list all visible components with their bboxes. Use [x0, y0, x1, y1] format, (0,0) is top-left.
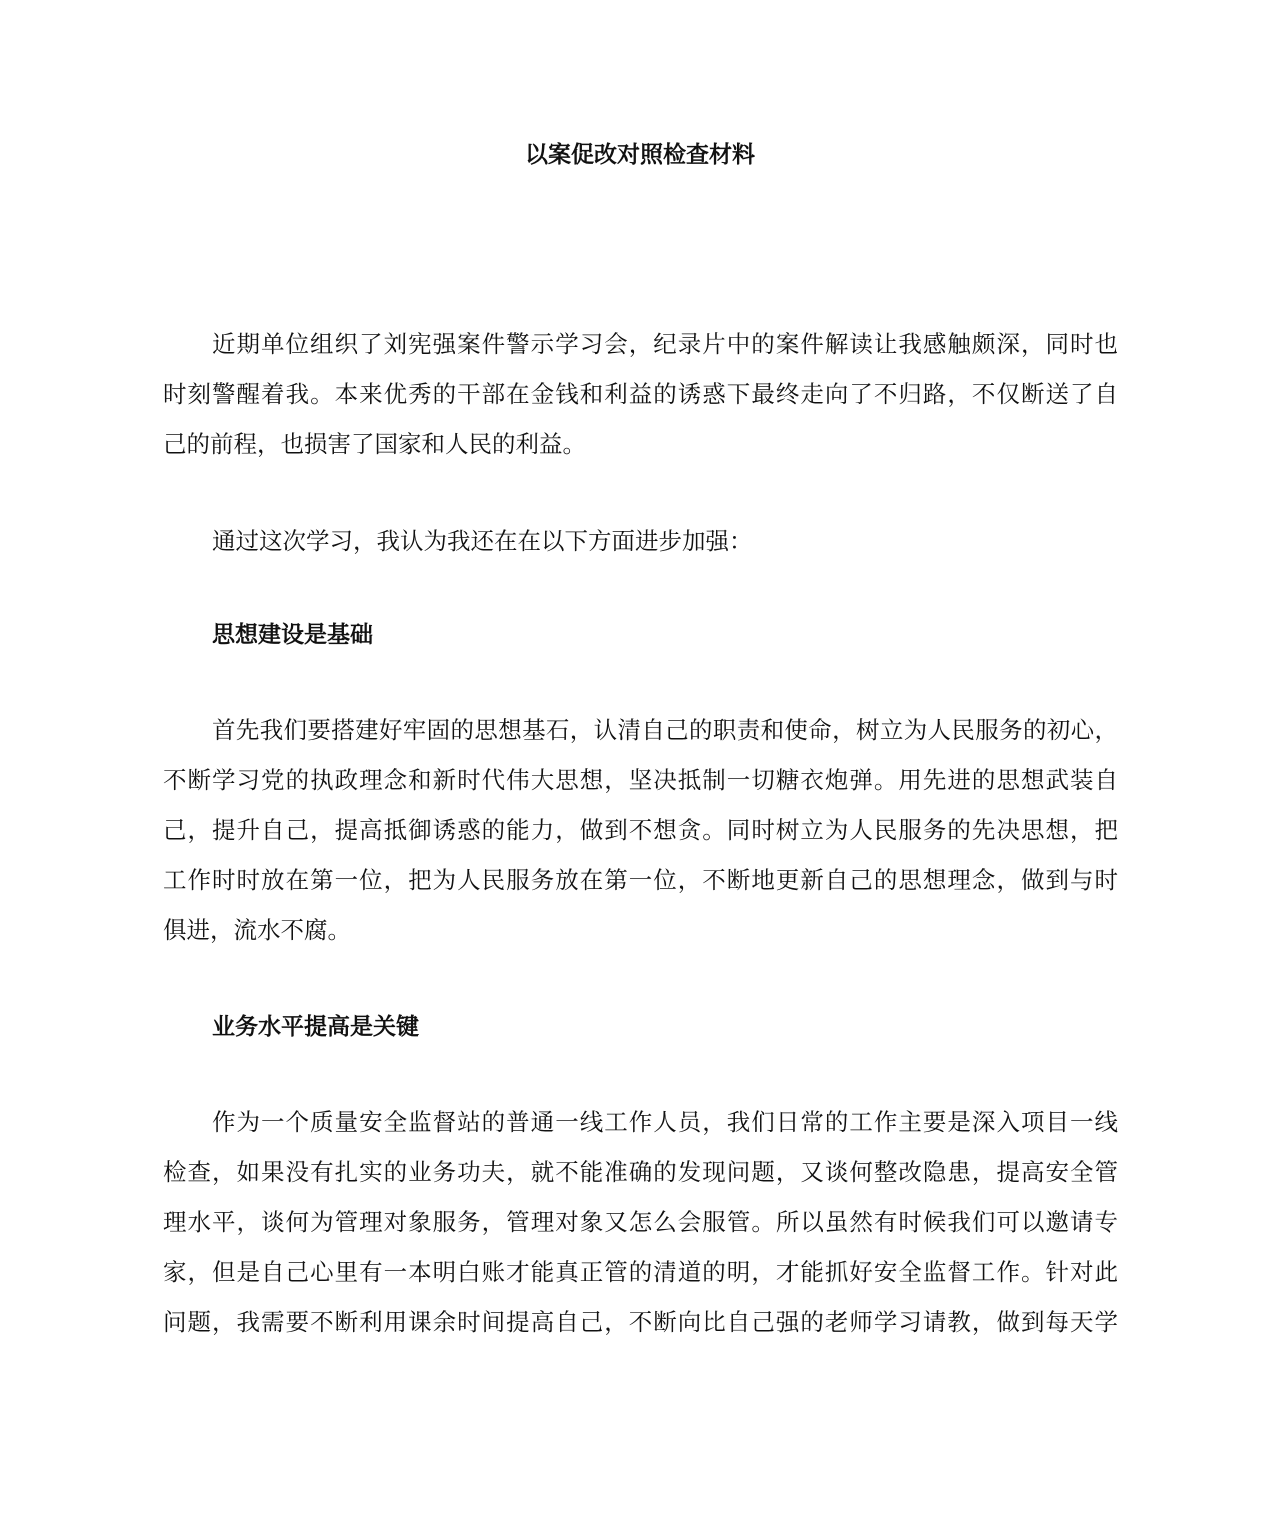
text-line: 己，提升自己，提高抵御诱惑的能力，做到不想贪。同时树立为人民服务的先决思想，把 [163, 816, 1118, 844]
text-line: 近期单位组织了刘宪强案件警示学习会，纪录片中的案件解读让我感触颇深，同时也 [212, 330, 1118, 358]
text-line: 通过这次学习，我认为我还在在以下方面进步加强： [212, 527, 753, 555]
paragraph-business [163, 1097, 1118, 1347]
document-title: 以案促改对照检查材料 [525, 142, 755, 168]
text-line: 问题，我需要不断利用课余时间提高自己，不断向比自己强的老师学习请教，做到每天学 [163, 1308, 1118, 1336]
text-line: 工作时时放在第一位，把为人民服务放在第一位，不断地更新自己的思想理念，做到与时 [163, 866, 1118, 894]
text-line: 己的前程，也损害了国家和人民的利益。 [163, 430, 586, 458]
text-line: 时刻警醒着我。本来优秀的干部在金钱和利益的诱惑下最终走向了不归路，不仅断送了自 [163, 380, 1118, 408]
text-line: 作为一个质量安全监督站的普通一线工作人员，我们日常的工作主要是深入项目一线 [212, 1108, 1118, 1136]
paragraph-intro [163, 319, 1118, 469]
text-line: 理水平，谈何为管理对象服务，管理对象又怎么会服管。所以虽然有时候我们可以邀请专 [163, 1208, 1118, 1236]
paragraph-ideology [163, 705, 1118, 955]
section-heading-ideology: 思想建设是基础 [212, 622, 373, 648]
text-line: 首先我们要搭建好牢固的思想基石，认清自己的职责和使命，树立为人民服务的初心， [212, 716, 1118, 744]
text-line: 家，但是自己心里有一本明白账才能真正管的清道的明，才能抓好安全监督工作。针对此 [163, 1258, 1118, 1286]
section-heading-business: 业务水平提高是关键 [212, 1014, 419, 1040]
text-line: 俱进，流水不腐。 [163, 916, 351, 944]
paragraph-transition [163, 516, 1118, 566]
text-line: 不断学习党的执政理念和新时代伟大思想，坚决抵制一切糖衣炮弹。用先进的思想武装自 [163, 766, 1118, 794]
text-line: 检查，如果没有扎实的业务功夫，就不能准确的发现问题，又谈何整改隐患，提高安全管 [163, 1158, 1118, 1186]
